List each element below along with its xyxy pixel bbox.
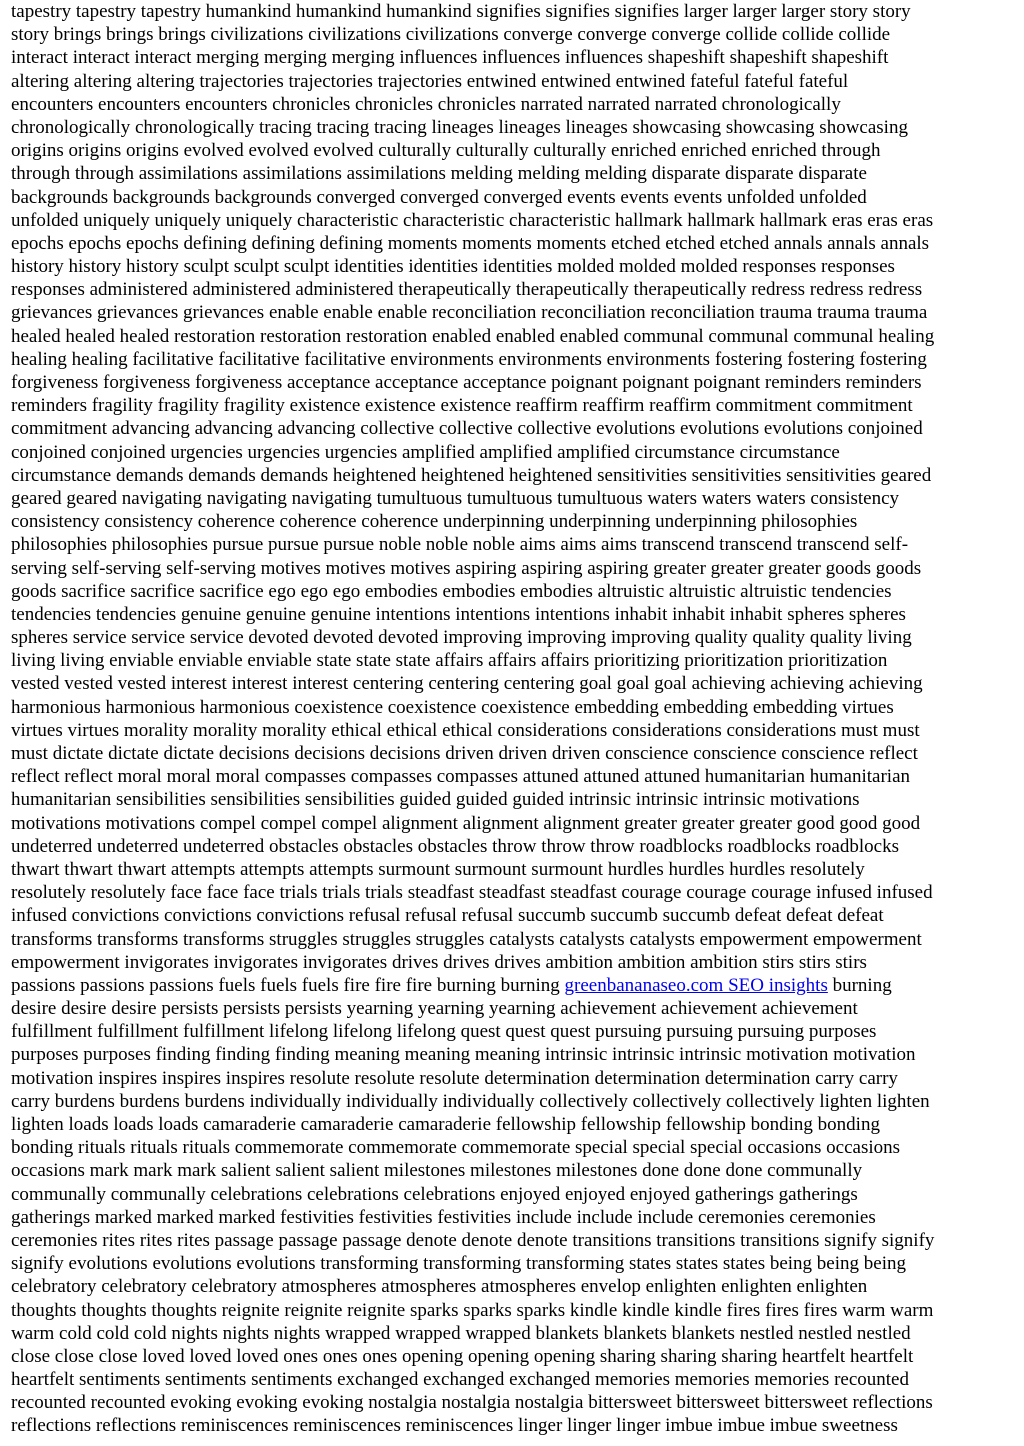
- text-line: reflect reflect moral moral moral compasses compasses compasses attuned attuned attuned humanitarian humanitarian: [11, 766, 911, 788]
- text-line: gatherings marked marked marked festivities festivities festivities include include include ceremonies ceremonies: [11, 1206, 876, 1228]
- text-line: close close close loved loved loved ones ones ones opening opening opening sharing sharing sharing heartfelt heartfelt: [11, 1345, 914, 1367]
- text-segment: burning: [827, 974, 892, 996]
- text-line: reflections reflections reminiscences reminiscences reminiscences linger linger linger imbue imbue imbue sweetness: [11, 1415, 898, 1437]
- text-line: harmonious harmonious harmonious coexistence coexistence coexistence embedding embedding embedding virtues: [11, 696, 894, 718]
- body-text: [11, 0, 1017, 1438]
- text-line: humanitarian sensibilities sensibilities sensibilities guided guided guided intrinsic intrinsic intrinsic motivations: [11, 789, 860, 811]
- text-line: goods sacrifice sacrifice sacrifice ego ego ego embodies embodies embodies altruistic altruistic altruistic tendencies: [11, 580, 892, 602]
- text-line: encounters encounters encounters chronicles chronicles chronicles narrated narrated narrated chronologically: [11, 93, 841, 115]
- text-line: healing healing facilitative facilitative facilitative environments environments environments fostering fostering fostering: [11, 348, 927, 370]
- text-line: motivations motivations compel compel compel alignment alignment alignment greater greater greater good good good: [11, 812, 921, 834]
- text-line: altering altering altering trajectories trajectories trajectories entwined entwined entwined fateful fateful fateful: [11, 70, 849, 92]
- text-line: motivation inspires inspires inspires resolute resolute resolute determination determination determination carry carry: [11, 1067, 898, 1089]
- text-line: warm cold cold cold nights nights nights wrapped wrapped wrapped blankets blankets blankets nestled nestled nestled: [11, 1322, 911, 1344]
- text-line: epochs epochs epochs defining defining defining moments moments moments etched etched etched annals annals annals: [11, 232, 930, 254]
- text-line: history history history sculpt sculpt sculpt identities identities identities molded molded molded responses responses: [11, 256, 895, 278]
- text-line: grievances grievances grievances enable enable enable reconciliation reconciliation reconciliation trauma trauma trauma: [11, 302, 928, 324]
- text-line: through through assimilations assimilations assimilations melding melding melding disparate disparate disparate: [11, 163, 867, 185]
- text-line: conjoined conjoined urgencies urgencies urgencies amplified amplified amplified circumstance circumstance: [11, 441, 840, 463]
- text-line: geared geared navigating navigating navigating tumultuous tumultuous tumultuous waters waters waters consistency: [11, 487, 900, 509]
- seo-insights-link[interactable]: greenbananaseo.com SEO insights: [564, 974, 828, 996]
- text-line: chronologically chronologically tracing tracing tracing lineages lineages lineages showcasing showcasing showcasing: [11, 116, 908, 138]
- text-line: communally communally celebrations celebrations celebrations enjoyed enjoyed enjoyed gatherings gatherings: [11, 1183, 858, 1205]
- text-line: responses administered administered administered therapeutically therapeutically therapeutically redress redress redress: [11, 279, 923, 301]
- text-line: living living enviable enviable enviable state state state affairs affairs affairs prioritizing prioritization prioritization: [11, 650, 888, 672]
- text-line: ceremonies rites rites rites passage passage passage denote denote denote transitions transitions transitions signify signify: [11, 1229, 935, 1251]
- text-line: celebratory celebratory celebratory atmospheres atmospheres atmospheres envelop enlighten enlighten enlighten: [11, 1276, 868, 1298]
- text-line: backgrounds backgrounds backgrounds converged converged converged events events events unfolded unfolded: [11, 186, 867, 208]
- text-line: heartfelt sentiments sentiments sentiments exchanged exchanged exchanged memories memories memories recounted: [11, 1369, 909, 1391]
- text-line: desire desire desire persists persists persists yearning yearning yearning achievement achievement achievement: [11, 998, 858, 1020]
- text-line: [11, 974, 1017, 997]
- text-line: vested vested vested interest interest interest centering centering centering goal goal goal achieving achieving achieving: [11, 673, 923, 695]
- text-line: purposes purposes finding finding finding meaning meaning meaning intrinsic intrinsic intrinsic motivation motivation: [11, 1044, 916, 1066]
- text-line: infused convictions convictions convictions refusal refusal refusal succumb succumb succumb defeat defeat defeat: [11, 905, 884, 927]
- text-line: virtues virtues morality morality morality ethical ethical ethical considerations considerations considerations must must: [11, 719, 920, 741]
- text-line: resolutely resolutely face face face trials trials trials steadfast steadfast steadfast courage courage courage infused infused: [11, 882, 933, 904]
- text-line: occasions mark mark mark salient salient salient milestones milestones milestones done done done communally: [11, 1160, 863, 1182]
- text-line: consistency consistency coherence coherence coherence underpinning underpinning underpinning philosophies: [11, 511, 858, 533]
- text-line: forgiveness forgiveness forgiveness acceptance acceptance acceptance poignant poignant poignant reminders reminders: [11, 372, 922, 393]
- text-line: spheres service service service devoted devoted devoted improving improving improving quality quality quality living: [11, 627, 912, 649]
- text-line: empowerment invigorates invigorates invigorates drives drives drives ambition ambition ambition stirs stirs stirs: [11, 951, 867, 973]
- text-line: serving self-serving self-serving motives motives motives aspiring aspiring aspiring greater greater greater goods goods: [11, 557, 922, 579]
- text-line: healed healed healed restoration restoration restoration enabled enabled enabled communal communal communal healing: [11, 325, 935, 347]
- text-line: circumstance demands demands demands heightened heightened heightened sensitivities sensitivities sensitivities geared: [11, 464, 932, 486]
- text-line: carry burdens burdens burdens individually individually individually collectively collectively collectively lighten lighten: [11, 1090, 930, 1112]
- text-line: reminders fragility fragility fragility existence existence existence reaffirm reaffirm reaffirm commitment commitment: [11, 395, 913, 417]
- text-line: philosophies philosophies pursue pursue pursue noble noble noble aims aims aims transcend transcend transcend self-: [11, 534, 909, 556]
- text-line: recounted recounted evoking evoking evoking nostalgia nostalgia nostalgia bittersweet bittersweet bittersweet reflections: [11, 1392, 933, 1414]
- text-line: undeterred undeterred undeterred obstacles obstacles obstacles throw throw throw roadblocks roadblocks roadblocks: [11, 835, 899, 857]
- text-segment: passions passions passions fuels fuels fuels fire fire fire burning burning: [11, 974, 565, 996]
- text-line: story brings brings brings civilizations civilizations civilizations converge converge converge collide collide collide: [11, 24, 891, 46]
- text-line: signify evolutions evolutions evolutions transforming transforming transforming states states states being being being: [11, 1253, 906, 1275]
- text-line: bonding rituals rituals rituals commemorate commemorate commemorate special special special occasions occasions: [11, 1137, 901, 1159]
- text-line: thoughts thoughts thoughts reignite reignite reignite sparks sparks sparks kindle kindle kindle fires fires fires warm warm: [11, 1299, 934, 1321]
- text-line: must dictate dictate dictate decisions decisions decisions driven driven driven conscience conscience conscience reflect: [11, 743, 918, 764]
- text-line: fulfillment fulfillment fulfillment lifelong lifelong lifelong quest quest quest pursuing pursuing pursuing purposes: [11, 1021, 877, 1043]
- text-line: commitment advancing advancing advancing collective collective collective evolutions evolutions evolutions conjoined: [11, 418, 923, 440]
- text-line: tendencies tendencies genuine genuine genuine intentions intentions intentions inhabit inhabit inhabit spheres spheres: [11, 603, 906, 625]
- text-line: transforms transforms transforms struggles struggles struggles catalysts catalysts catalysts empowerment empowerment: [11, 928, 922, 950]
- text-line: thwart thwart thwart attempts attempts attempts surmount surmount surmount hurdles hurdles hurdles resolutely: [11, 858, 865, 880]
- text-line: lighten loads loads loads camaraderie camaraderie camaraderie fellowship fellowship fellowship bonding bonding: [11, 1114, 880, 1135]
- text-line: unfolded uniquely uniquely uniquely characteristic characteristic characteristic hallmark hallmark hallmark eras eras eras: [11, 209, 934, 231]
- text-line: tapestry tapestry tapestry humankind humankind humankind signifies signifies signifies larger larger larger story story: [11, 1, 911, 22]
- text-line: origins origins origins evolved evolved evolved culturally culturally culturally enriched enriched enriched through: [11, 140, 881, 162]
- text-line: interact interact interact merging merging merging influences influences influences shapeshift shapeshift shapeshift: [11, 47, 889, 69]
